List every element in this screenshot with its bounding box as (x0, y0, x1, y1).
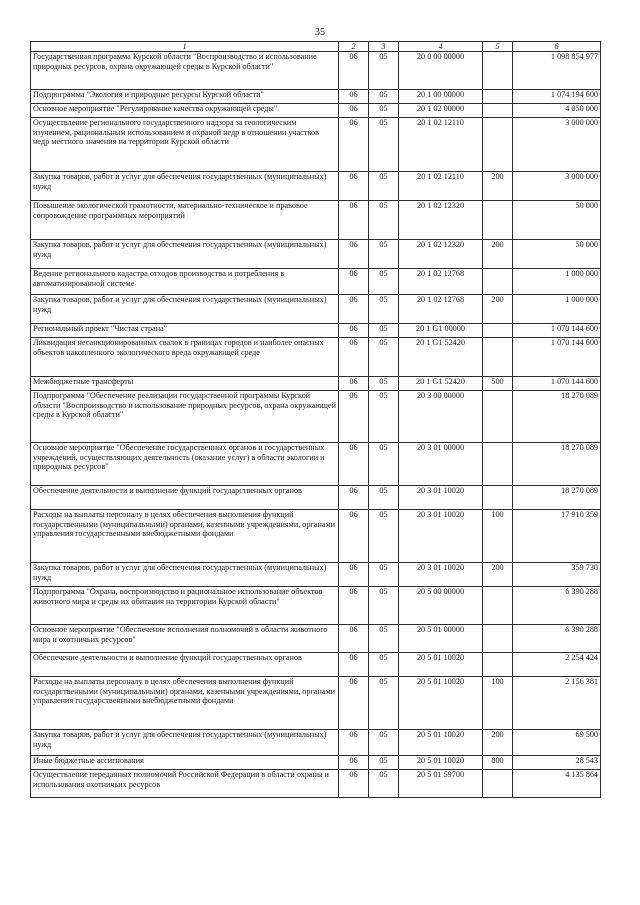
cell-sum: 1 070 144 600 (513, 377, 601, 391)
cell-sum: 18 270 089 (513, 391, 601, 443)
cell-rz: 06 (339, 563, 369, 587)
table-row (31, 756, 601, 770)
cell-pr: 05 (369, 770, 399, 798)
cell-csr: 20 5 01 10020 (399, 677, 483, 730)
table-row (31, 563, 601, 587)
page-number: 35 (315, 27, 325, 38)
cell-name: Повышение экологической грамотности, материально-техническое и правовое сопровождение программных мероприятий (31, 201, 339, 240)
table-row (31, 172, 601, 201)
cell-vr (483, 770, 513, 798)
table-row (31, 770, 601, 798)
table-row (31, 625, 601, 653)
cell-rz: 06 (339, 770, 369, 798)
cell-name: Подпрограмма "Экология и природные ресурсы Курской области" (31, 90, 339, 104)
cell-rz: 06 (339, 201, 369, 240)
table-row (31, 324, 601, 338)
cell-sum: 1 070 144 600 (513, 324, 601, 338)
cell-vr (483, 443, 513, 486)
cell-vr (483, 653, 513, 677)
cell-rz: 06 (339, 677, 369, 730)
cell-name: Ведение регионального кадастра отходов производства и потребления в автоматизированной системе (31, 269, 339, 295)
cell-sum: 4 135 864 (513, 770, 601, 798)
cell-pr: 05 (369, 324, 399, 338)
table-row (31, 377, 601, 391)
cell-pr: 05 (369, 391, 399, 443)
cell-rz: 06 (339, 443, 369, 486)
table-row (31, 295, 601, 324)
header-cell: 4 (399, 42, 483, 52)
cell-rz: 06 (339, 756, 369, 770)
cell-csr: 20 5 01 10020 (399, 756, 483, 770)
cell-pr: 05 (369, 240, 399, 269)
cell-name: Иные бюджетные ассигнования (31, 756, 339, 770)
cell-sum: 18 270 089 (513, 443, 601, 486)
cell-rz: 06 (339, 324, 369, 338)
cell-csr: 20 5 01 59700 (399, 770, 483, 798)
cell-vr (483, 324, 513, 338)
cell-pr: 05 (369, 756, 399, 770)
cell-pr: 05 (369, 677, 399, 730)
table-row (31, 443, 601, 486)
cell-csr: 20 3 00 00000 (399, 391, 483, 443)
cell-sum: 1 000 000 (513, 269, 601, 295)
header-cell: 2 (339, 42, 369, 52)
cell-vr (483, 104, 513, 118)
cell-rz: 06 (339, 269, 369, 295)
cell-rz: 06 (339, 90, 369, 104)
cell-name: Государственная программа Курской области "Воспроизводство и использование природных ресурсов, охрана окружающей среды в Курской области" (31, 52, 339, 90)
table-row (31, 510, 601, 563)
cell-sum: 1 000 000 (513, 295, 601, 324)
cell-csr: 20 3 01 10020 (399, 563, 483, 587)
cell-csr: 20 3 01 10020 (399, 486, 483, 510)
cell-csr: 20 1 G1 52420 (399, 338, 483, 377)
cell-csr: 20 1 02 12768 (399, 269, 483, 295)
cell-rz: 06 (339, 172, 369, 201)
cell-csr: 20 1 G1 00000 (399, 324, 483, 338)
cell-rz: 06 (339, 510, 369, 563)
cell-csr: 20 1 02 12768 (399, 295, 483, 324)
cell-sum: 359 730 (513, 563, 601, 587)
cell-sum: 1 098 854 977 (513, 52, 601, 90)
cell-rz: 06 (339, 295, 369, 324)
cell-pr: 05 (369, 377, 399, 391)
cell-vr (483, 118, 513, 172)
cell-csr: 20 3 01 10020 (399, 510, 483, 563)
cell-rz: 06 (339, 377, 369, 391)
cell-name: Закупка товаров, работ и услуг для обеспечения государственных (муниципальных) нужд (31, 240, 339, 269)
cell-vr (483, 338, 513, 377)
cell-rz: 06 (339, 730, 369, 756)
cell-csr: 20 0 00 00000 (399, 52, 483, 90)
cell-name: Основное мероприятие "Обеспечение государственных органов и государственных учреждений, осуществляющих деятельность (оказание услуг) в области экологии и природных ресурсов" (31, 443, 339, 486)
cell-name: Обеспечение деятельности и выполнение функций государственных органов (31, 653, 339, 677)
cell-vr: 100 (483, 510, 513, 563)
cell-vr: 200 (483, 295, 513, 324)
cell-vr: 200 (483, 730, 513, 756)
cell-name: Обеспечение деятельности и выполнение функций государственных органов (31, 486, 339, 510)
table-row (31, 52, 601, 90)
cell-name: Межбюджетные трансферты (31, 377, 339, 391)
cell-pr: 05 (369, 201, 399, 240)
cell-vr: 200 (483, 240, 513, 269)
cell-name: Осуществление регионального государственного надзора за геологическим изучением, рациональным использованием и охраной недр в отношении участков недр местного значения на территории Курской области (31, 118, 339, 172)
cell-name: Закупка товаров, работ и услуг для обеспечения государственных (муниципальных) нужд (31, 563, 339, 587)
cell-vr: 200 (483, 563, 513, 587)
cell-pr: 05 (369, 118, 399, 172)
table-row (31, 104, 601, 118)
table-row (31, 587, 601, 625)
header-cell: 5 (483, 42, 513, 52)
cell-rz: 06 (339, 653, 369, 677)
cell-vr (483, 391, 513, 443)
cell-rz: 06 (339, 625, 369, 653)
cell-csr: 20 3 01 00000 (399, 443, 483, 486)
cell-pr: 05 (369, 295, 399, 324)
cell-pr: 05 (369, 338, 399, 377)
cell-sum: 1 074 194 600 (513, 90, 601, 104)
cell-csr: 20 5 00 00000 (399, 587, 483, 625)
cell-pr: 05 (369, 510, 399, 563)
table-row (31, 269, 601, 295)
header-cell: 1 (31, 42, 339, 52)
cell-vr: 800 (483, 756, 513, 770)
table-row (31, 653, 601, 677)
cell-rz: 06 (339, 104, 369, 118)
cell-vr: 100 (483, 677, 513, 730)
cell-name: Основное мероприятие "Регулирование качества окружающей среды" (31, 104, 339, 118)
cell-pr: 05 (369, 730, 399, 756)
cell-csr: 20 1 02 00000 (399, 104, 483, 118)
cell-pr: 05 (369, 587, 399, 625)
cell-sum: 2 254 424 (513, 653, 601, 677)
table-row (31, 677, 601, 730)
cell-pr: 05 (369, 52, 399, 90)
cell-sum: 2 156 381 (513, 677, 601, 730)
cell-sum: 4 050 000 (513, 104, 601, 118)
cell-pr: 05 (369, 625, 399, 653)
table-row (31, 486, 601, 510)
cell-name: Расходы на выплаты персоналу в целях обеспечения выполнения функций государственными (муниципальными) органами, казенными учреждениями, органами управления государственными внебюджетными фондами (31, 510, 339, 563)
cell-sum: 1 070 144 600 (513, 338, 601, 377)
cell-sum: 6 390 288 (513, 587, 601, 625)
table-row (31, 391, 601, 443)
cell-pr: 05 (369, 104, 399, 118)
cell-name: Ликвидация несанкционированных свалок в границах городов и наиболее опасных объектов накопленного экологического вреда окружающей среде (31, 338, 339, 377)
cell-name: Закупка товаров, работ и услуг для обеспечения государственных (муниципальных) нужд (31, 172, 339, 201)
cell-csr: 20 1 02 12110 (399, 118, 483, 172)
cell-name: Региональный проект "Чистая страна" (31, 324, 339, 338)
cell-rz: 06 (339, 587, 369, 625)
cell-vr (483, 486, 513, 510)
cell-csr: 20 1 00 00000 (399, 90, 483, 104)
cell-sum: 3 000 000 (513, 172, 601, 201)
cell-rz: 06 (339, 486, 369, 510)
header-row (31, 42, 601, 52)
budget-table (30, 41, 601, 798)
table-row (31, 338, 601, 377)
header-cell: 6 (513, 42, 601, 52)
cell-name: Закупка товаров, работ и услуг для обеспечения государственных (муниципальных) нужд (31, 730, 339, 756)
cell-csr: 20 1 02 12320 (399, 201, 483, 240)
cell-vr (483, 90, 513, 104)
cell-vr (483, 587, 513, 625)
cell-pr: 05 (369, 443, 399, 486)
cell-name: Закупка товаров, работ и услуг для обеспечения государственных (муниципальных) нужд (31, 295, 339, 324)
cell-rz: 06 (339, 118, 369, 172)
cell-rz: 06 (339, 240, 369, 269)
cell-csr: 20 5 01 10020 (399, 730, 483, 756)
cell-rz: 06 (339, 52, 369, 90)
cell-rz: 06 (339, 338, 369, 377)
table-row (31, 240, 601, 269)
cell-name: Расходы на выплаты персоналу в целях обеспечения выполнения функций государственными (муниципальными) органами, казенными учреждениями, органами управления государственными внебюджетными фондами (31, 677, 339, 730)
table-row (31, 201, 601, 240)
cell-sum: 18 270 089 (513, 486, 601, 510)
cell-name: Подпрограмма "Охрана, воспроизводство и рациональное использование объектов животного мира и среды их обитания на территории Курской области" (31, 587, 339, 625)
cell-sum: 3 000 000 (513, 118, 601, 172)
cell-sum: 28 543 (513, 756, 601, 770)
cell-sum: 6 390 288 (513, 625, 601, 653)
cell-sum: 69 500 (513, 730, 601, 756)
table-row (31, 90, 601, 104)
cell-sum: 17 910 359 (513, 510, 601, 563)
cell-pr: 05 (369, 653, 399, 677)
header-cell: 3 (369, 42, 399, 52)
cell-pr: 05 (369, 486, 399, 510)
cell-csr: 20 5 01 10020 (399, 653, 483, 677)
table-row (31, 730, 601, 756)
table-row (31, 118, 601, 172)
cell-csr: 20 1 02 12320 (399, 240, 483, 269)
cell-rz: 06 (339, 391, 369, 443)
cell-csr: 20 5 01 00000 (399, 625, 483, 653)
cell-pr: 05 (369, 90, 399, 104)
cell-vr: 500 (483, 377, 513, 391)
cell-sum: 50 000 (513, 240, 601, 269)
cell-vr (483, 52, 513, 90)
cell-vr: 200 (483, 172, 513, 201)
cell-pr: 05 (369, 172, 399, 201)
cell-name: Осуществление переданных полномочий Российской Федерации в области охраны и использования охотничьих ресурсов (31, 770, 339, 798)
cell-pr: 05 (369, 563, 399, 587)
cell-csr: 20 1 G1 52420 (399, 377, 483, 391)
cell-name: Подпрограмма "Обеспечение реализации государственной программы Курской области "Воспроизводство и использование природных ресурсов, охрана окружающей среды в Курской области" (31, 391, 339, 443)
cell-pr: 05 (369, 269, 399, 295)
cell-name: Основное мероприятие "Обеспечение исполнения полномочий в области животного мира и охотничьих ресурсов" (31, 625, 339, 653)
cell-csr: 20 1 02 12110 (399, 172, 483, 201)
cell-vr (483, 625, 513, 653)
cell-vr (483, 201, 513, 240)
cell-vr (483, 269, 513, 295)
cell-sum: 50 000 (513, 201, 601, 240)
